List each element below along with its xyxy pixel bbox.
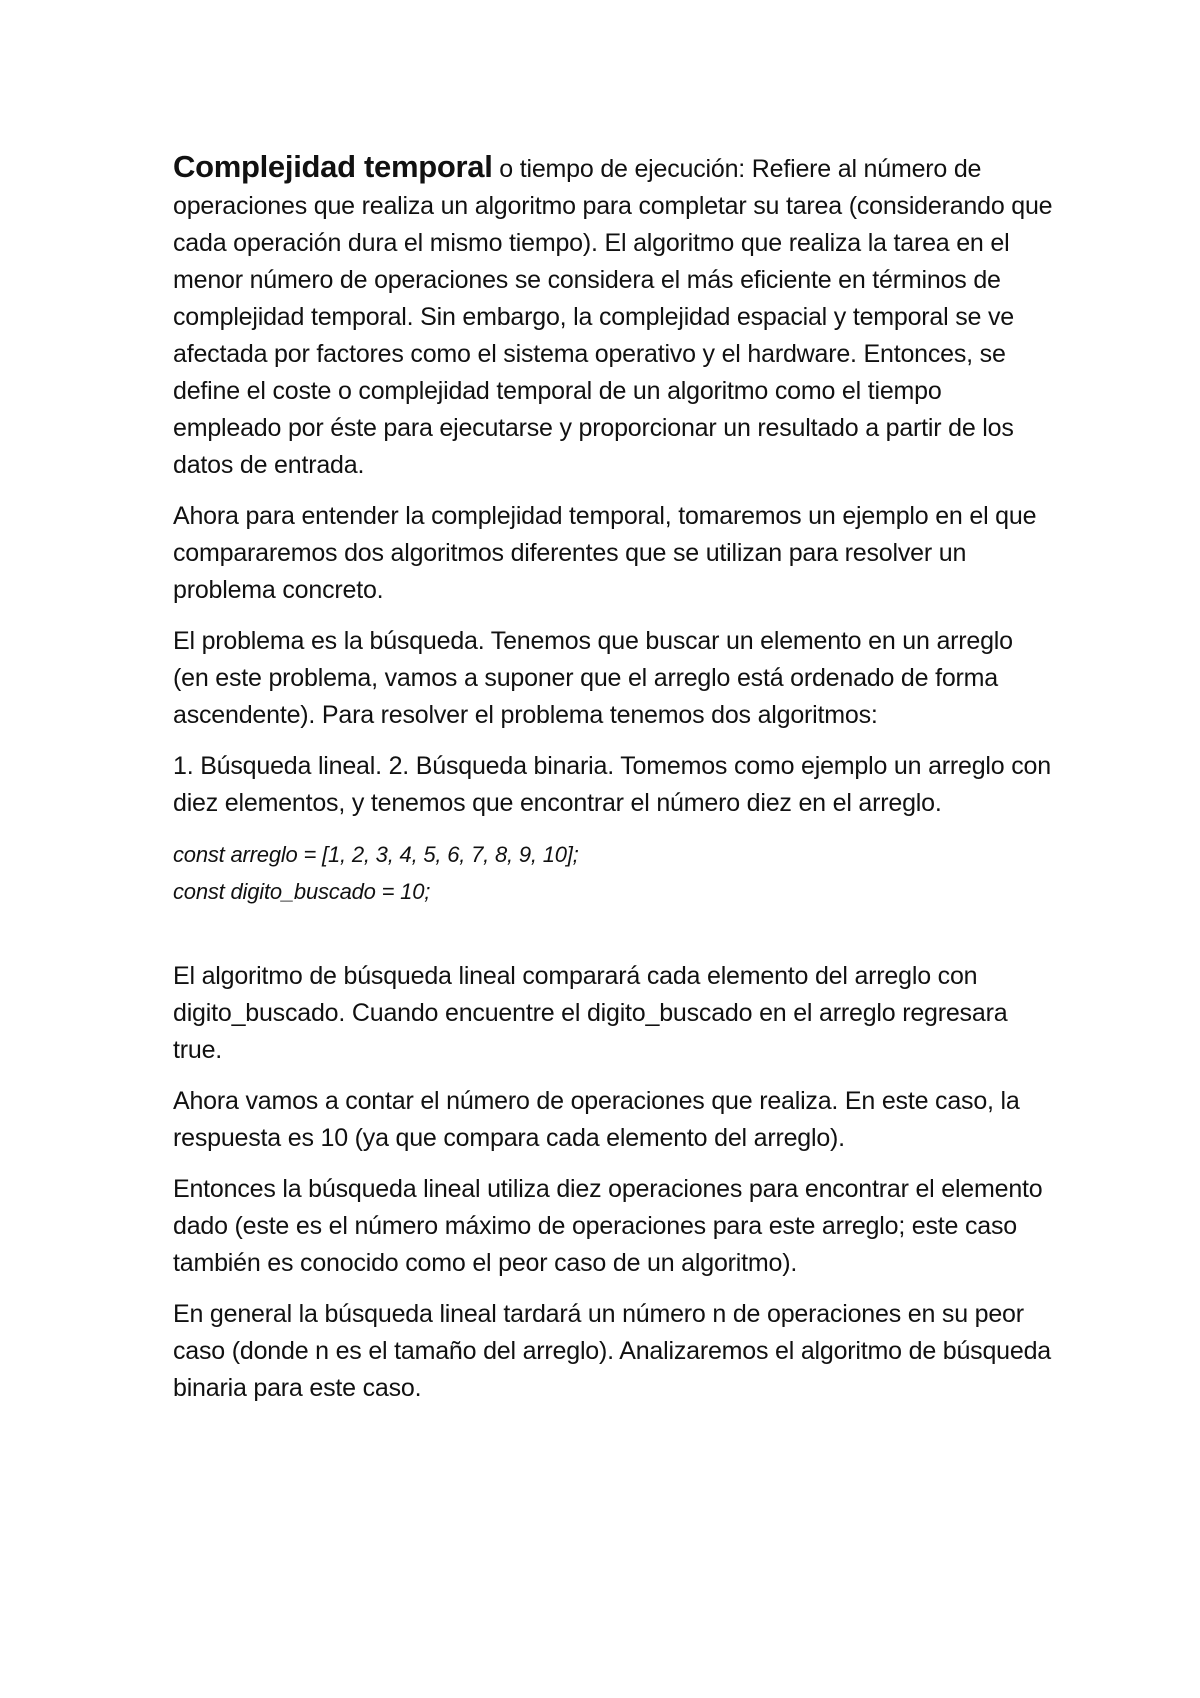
paragraph-example-intro: Ahora para entender la complejidad temporal, tomaremos un ejemplo en el que compararemos dos algoritmos diferentes que se utilizan para resolver un problema concreto.: [173, 502, 1037, 604]
paragraph-count-operations: Ahora vamos a contar el número de operaciones que realiza. En este caso, la respuesta es 10 (ya que compara cada elemento del arreglo).: [173, 1087, 1020, 1152]
code-block: [173, 836, 1053, 910]
document-body: [173, 148, 1053, 1421]
paragraph-linear-search: El algoritmo de búsqueda lineal comparará cada elemento del arreglo con digito_buscado. Cuando encuentre el digito_buscado en el arreglo regresara true.: [173, 962, 1008, 1064]
code-line-target: const digito_buscado = 10;: [173, 879, 431, 904]
term-heading: Complejidad temporal: [173, 149, 493, 184]
paragraph-problem: El problema es la búsqueda. Tenemos que buscar un elemento en un arreglo (en este problema, vamos a suponer que el arreglo está ordenado de forma ascendente). Para resolver el problema tenemos dos algoritmos:: [173, 627, 1013, 729]
code-line-array: const arreglo = [1, 2, 3, 4, 5, 6, 7, 8, 9, 10];: [173, 842, 579, 867]
paragraph-general-case: En general la búsqueda lineal tardará un número n de operaciones en su peor caso (donde n es el tamaño del arreglo). Analizaremos el algoritmo de búsqueda binaria para este caso.: [173, 1300, 1051, 1402]
paragraph-algorithms: 1. Búsqueda lineal. 2. Búsqueda binaria. Tomemos como ejemplo un arreglo con diez elementos, y tenemos que encontrar el número diez en el arreglo.: [173, 752, 1051, 817]
intro-paragraph: [173, 148, 1053, 484]
intro-text: o tiempo de ejecución: Refiere al número de operaciones que realiza un algoritmo para completar su tarea (considerando que cada operación dura el mismo tiempo). El algoritmo que realiza la tarea en el menor número de operaciones se considera el más eficiente en términos de complejidad temporal. Sin embargo, la complejidad espacial y temporal se ve afectada por factores como el sistema operativo y el hardware. Entonces, se define el coste o complejidad temporal de un algoritmo como el tiempo empleado por éste para ejecutarse y proporcionar un resultado a partir de los datos de entrada.: [173, 155, 1053, 479]
paragraph-worst-case: Entonces la búsqueda lineal utiliza diez operaciones para encontrar el elemento dado (este es el número máximo de operaciones para este arreglo; este caso también es conocido como el peor caso de un algoritmo).: [173, 1175, 1043, 1277]
